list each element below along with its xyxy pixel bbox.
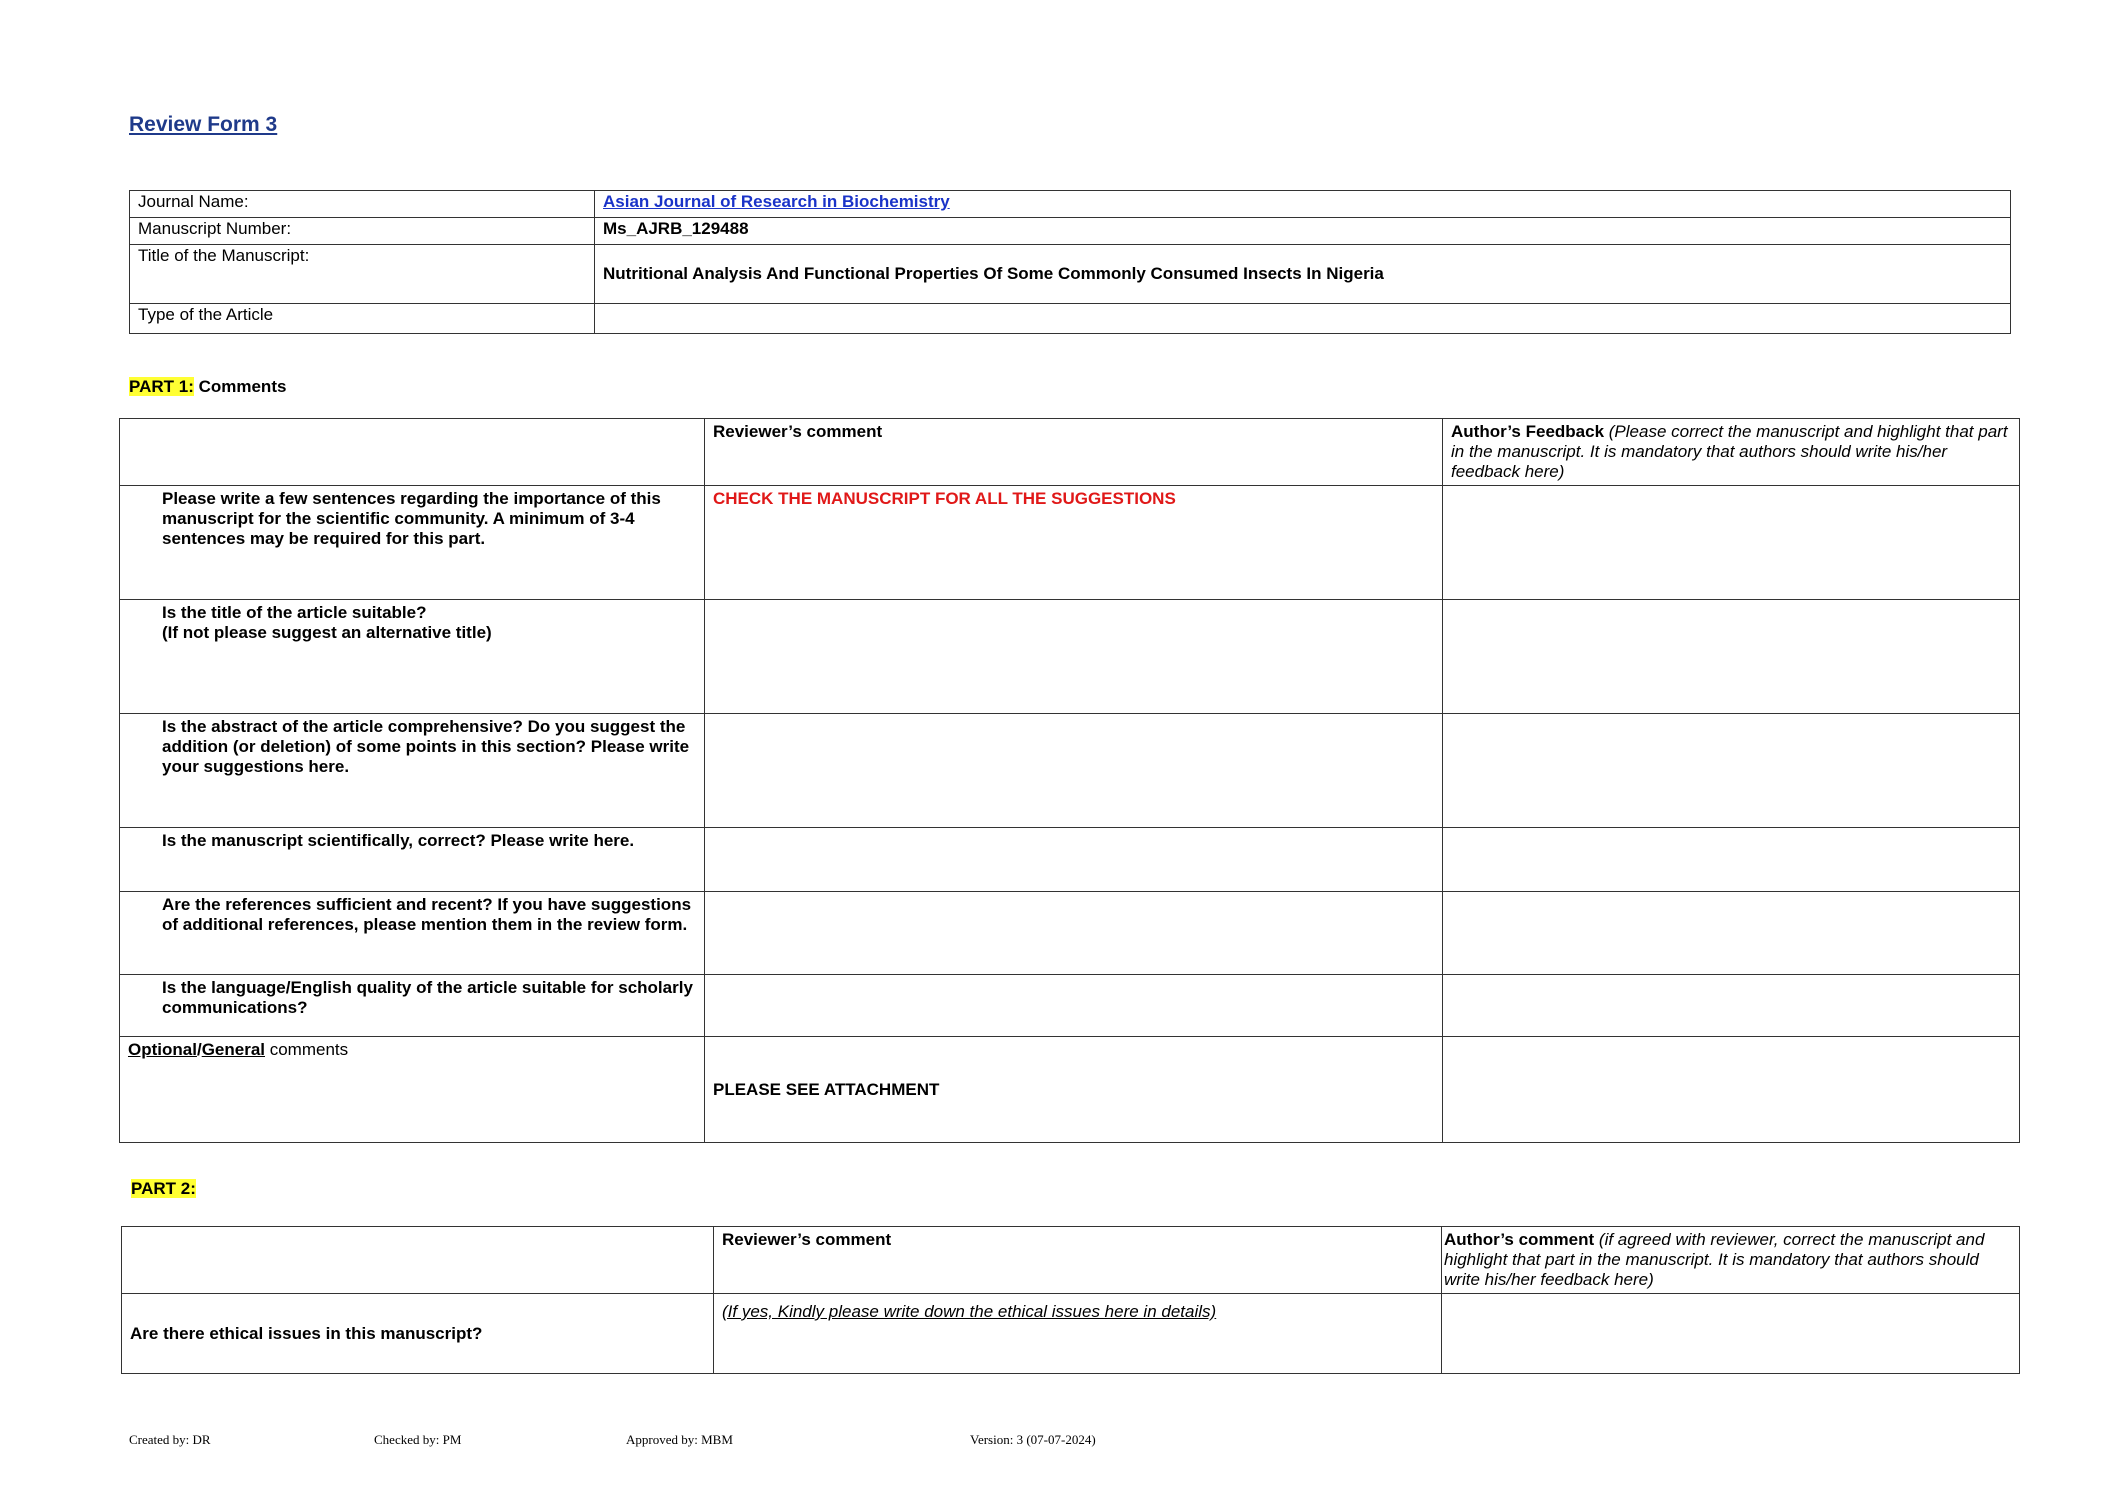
manuscript-title-label: Title of the Manuscript: [130, 245, 595, 304]
reviewer-comment-title[interactable] [705, 600, 1443, 714]
part2-table [121, 1226, 2020, 1374]
part1-table [119, 418, 2020, 1143]
manuscript-number-value: Ms_AJRB_129488 [595, 218, 2011, 245]
journal-label: Journal Name: [130, 191, 595, 218]
part1-author-header-note: (Please correct the manuscript and highlight that part in the manuscript. It is mandatory that authors should write his/her feedback here) [1451, 422, 2008, 481]
question-scientific: Is the manuscript scientifically, correct? Please write here. [120, 828, 705, 892]
table-row [120, 600, 2020, 714]
part2-heading [131, 1179, 196, 1199]
optional-label-b: / [196, 1040, 202, 1059]
part2-label: PART 2: [131, 1179, 196, 1198]
question-references: Are the references sufficient and recent? If you have suggestions of additional references, please mention them in the review form. [120, 892, 705, 975]
footer-approved: Approved by: MBM [626, 1432, 733, 1447]
manuscript-number-label: Manuscript Number: [130, 218, 595, 245]
part2-reviewer-header: Reviewer’s comment [714, 1227, 1442, 1294]
author-feedback-title[interactable] [1443, 600, 2020, 714]
author-comment-ethical[interactable] [1442, 1294, 2020, 1374]
optional-comments-label [120, 1037, 705, 1143]
question-importance: Please write a few sentences regarding the importance of this manuscript for the scientific community. A minimum of 3-4 sentences may be required for this part. [120, 486, 705, 600]
reviewer-comment-language[interactable] [705, 975, 1443, 1037]
reviewer-comment-ethical[interactable] [714, 1294, 1442, 1374]
table-row [120, 975, 2020, 1037]
part1-heading [129, 377, 286, 397]
reviewer-comment-references[interactable] [705, 892, 1443, 975]
table-row [120, 892, 2020, 975]
optional-label-c: General [201, 1040, 265, 1059]
optional-label-d: comments [265, 1040, 349, 1059]
table-row [120, 1037, 2020, 1143]
footer-version: Version: 3 (07-07-2024) [970, 1432, 1096, 1447]
ethical-hint: (If yes, Kindly please write down the ethical issues here in details) [722, 1302, 1217, 1321]
question-abstract: Is the abstract of the article comprehensive? Do you suggest the addition (or deletion) of some points in this section? Please write your suggestions here. [120, 714, 705, 828]
article-type-label: Type of the Article [130, 304, 595, 334]
question-ethical: Are there ethical issues in this manuscript? [122, 1294, 714, 1374]
table-row [122, 1294, 2020, 1374]
part2-author-header-note: (if agreed with reviewer, correct the manuscript and highlight that part in the manuscript. It is mandatory that authors should write his/her feedback here) [1444, 1230, 1985, 1289]
part1-suffix: Comments [193, 377, 287, 396]
journal-link[interactable]: Asian Journal of Research in Biochemistry [603, 192, 950, 211]
author-feedback-importance[interactable] [1443, 486, 2020, 600]
reviewer-optional-comment[interactable]: PLEASE SEE ATTACHMENT [705, 1037, 1443, 1143]
question-title: Is the title of the article suitable? (If not please suggest an alternative title) [120, 600, 705, 714]
table-row [120, 486, 2020, 600]
part1-reviewer-header: Reviewer’s comment [705, 419, 1443, 486]
author-feedback-language[interactable] [1443, 975, 2020, 1037]
optional-label-a: Optional [128, 1040, 197, 1059]
part1-label: PART 1: [129, 377, 194, 396]
part2-author-header-bold: Author’s comment [1444, 1230, 1595, 1249]
part1-author-header-bold: Author’s Feedback [1451, 422, 1605, 441]
reviewer-comment-scientific[interactable] [705, 828, 1443, 892]
author-feedback-references[interactable] [1443, 892, 2020, 975]
reviewer-comment-importance[interactable]: CHECK THE MANUSCRIPT FOR ALL THE SUGGESTIONS [705, 486, 1443, 600]
manuscript-info-table [129, 190, 2011, 334]
question-language: Is the language/English quality of the article suitable for scholarly communications? [120, 975, 705, 1037]
author-optional-feedback[interactable] [1443, 1037, 2020, 1143]
form-title: Review Form 3 [129, 113, 278, 136]
article-type-value [595, 304, 2011, 334]
author-feedback-abstract[interactable] [1443, 714, 2020, 828]
part2-header-empty [122, 1227, 714, 1294]
manuscript-title-value: Nutritional Analysis And Functional Properties Of Some Commonly Consumed Insects In Nigeria [595, 245, 2011, 304]
part2-author-header [1442, 1227, 2020, 1294]
footer-created: Created by: DR [129, 1432, 211, 1447]
part1-author-header [1443, 419, 2020, 486]
footer-checked: Checked by: PM [374, 1432, 462, 1447]
journal-value-cell [595, 191, 2011, 218]
part1-header-empty [120, 419, 705, 486]
author-feedback-scientific[interactable] [1443, 828, 2020, 892]
reviewer-comment-abstract[interactable] [705, 714, 1443, 828]
table-row [120, 714, 2020, 828]
table-row [120, 828, 2020, 892]
